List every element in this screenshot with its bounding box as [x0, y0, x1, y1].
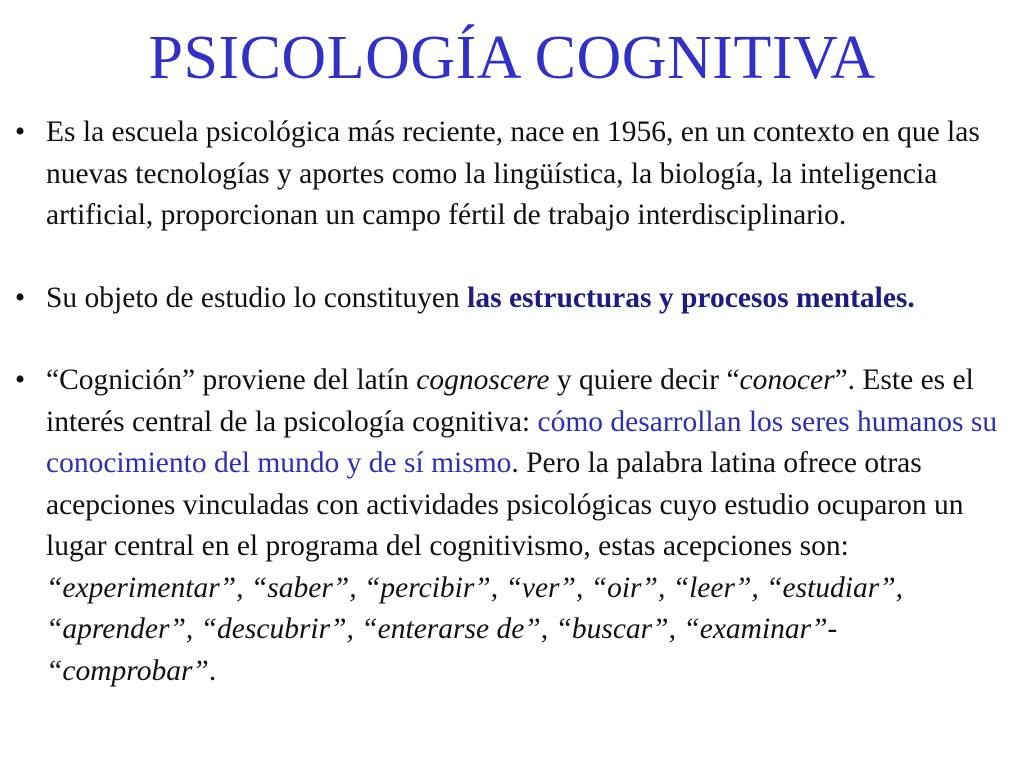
- bullet-item-3: [8, 360, 1014, 692]
- bullet-1-text: Es la escuela psicológica más reciente, nace en 1956, en un contexto en que las nuevas tecnologías y aportes como la lingüística, la biología, la inteligencia artificial, proporcionan un campo fértil de trabajo interdisciplinario.: [46, 116, 980, 231]
- bullet-3-text-5: .: [208, 654, 217, 687]
- bullet-3-highlight: cómo desarrollan los seres humanos su conocimiento del mundo y de sí mismo: [46, 405, 998, 479]
- bullet-item-1: [8, 112, 1014, 237]
- latin-term: cognoscere: [416, 364, 550, 396]
- bullet-icon: •: [14, 116, 26, 148]
- bullet-3-text-2: y quiere decir “: [549, 364, 740, 396]
- bullet-icon: •: [14, 364, 26, 396]
- bullet-3-text-4: . Pero la palabra latina ofrece otras acepciones vinculadas con actividades psicológicas cuyo estudio ocuparon un lugar central en el programa del cognitivismo, estas acepciones son:: [46, 447, 964, 562]
- meaning-term: conocer: [739, 364, 835, 396]
- bullet-icon: •: [14, 281, 26, 314]
- bullet-3-text-1: “Cognición” proviene del latín: [46, 364, 417, 396]
- slide-title: PSICOLOGÍA COGNITIVA: [148, 24, 876, 92]
- bullet-2-text: Su objeto de estudio lo constituyen: [46, 281, 468, 314]
- bullet-list: [8, 112, 1014, 692]
- bullet-item-2: [8, 278, 1014, 320]
- meanings-list: “experimentar”, “saber”, “percibir”, “ver”, “oir”, “leer”, “estudiar”, “aprender”, “descubrir”, “enterarse de”, “buscar”, “examinar”- “comprobar”: [46, 571, 903, 687]
- bullet-2-highlight: las estructuras y procesos mentales.: [467, 281, 915, 314]
- bullet-3-text-3: ”. Este es el interés central de la psicología cognitiva:: [46, 364, 974, 438]
